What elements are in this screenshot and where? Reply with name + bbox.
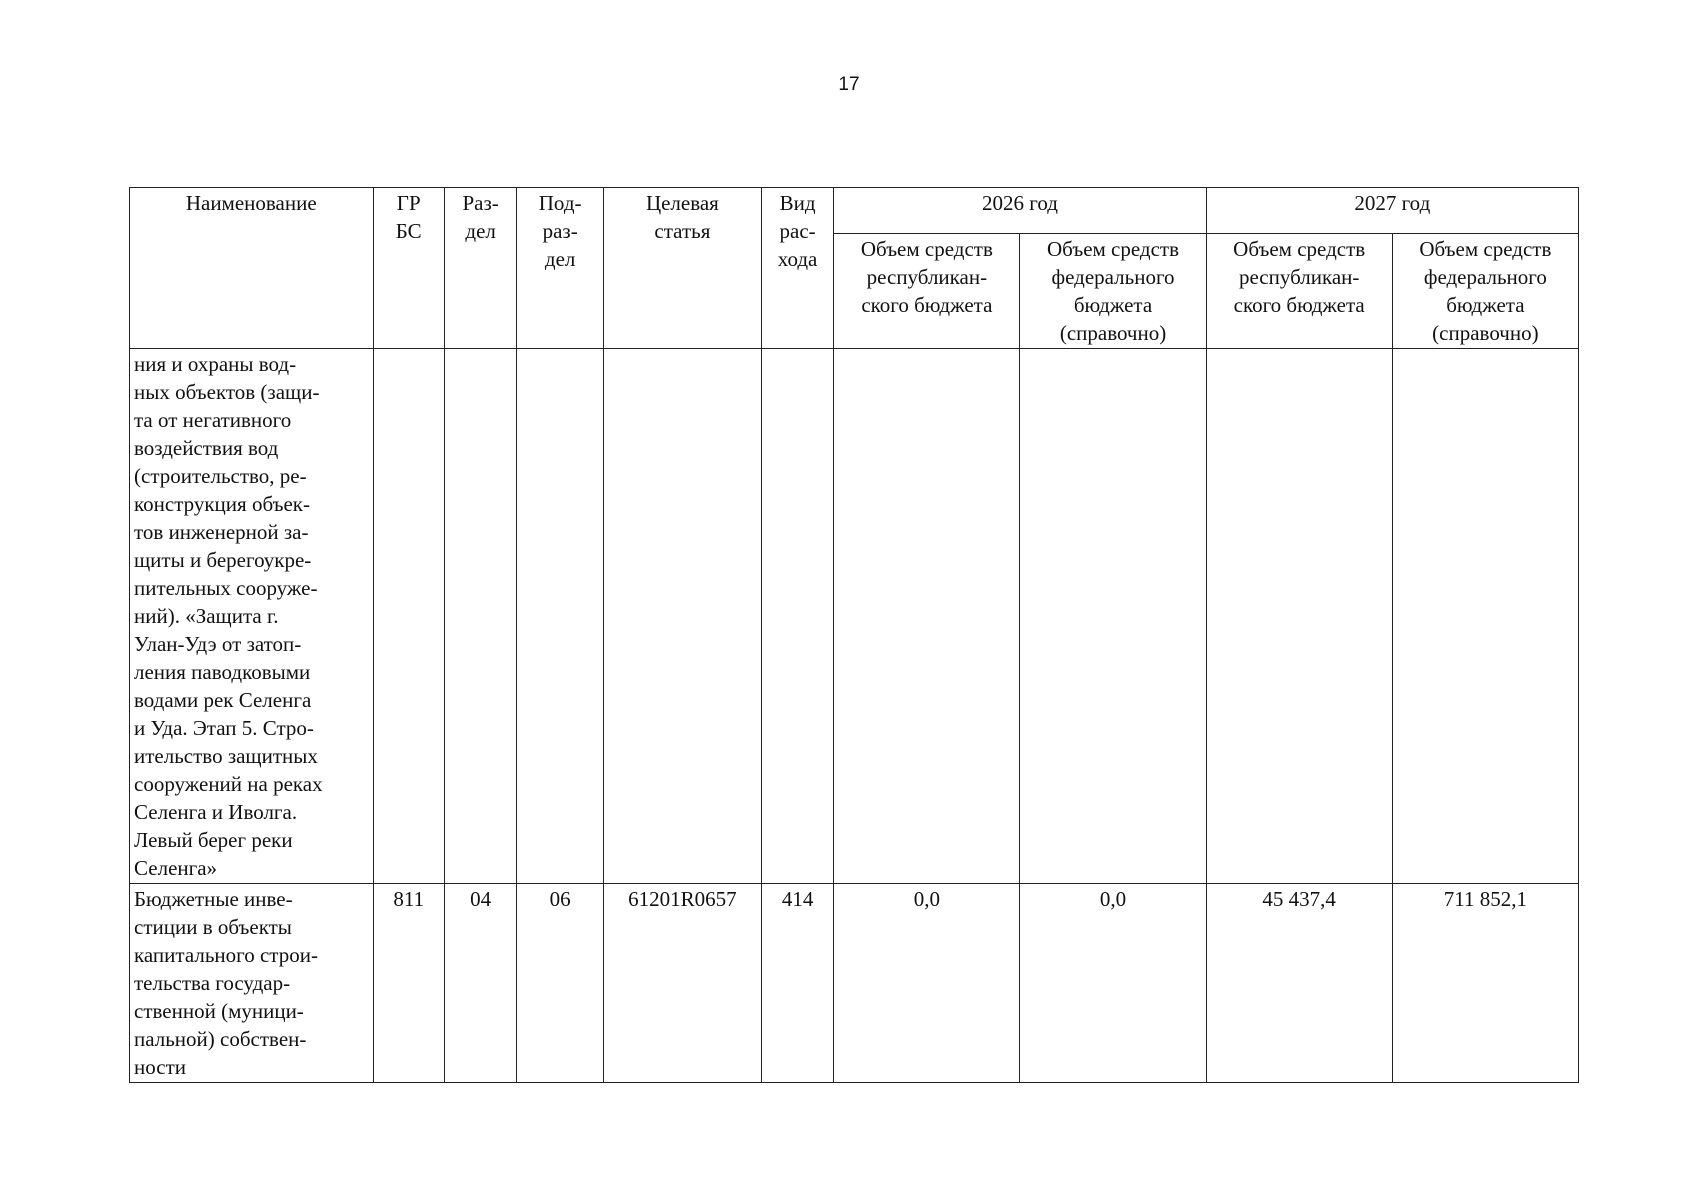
header-fed-budget-2026: Объем средств федерального бюджета (справочно) [1020,234,1206,349]
page-number: 17 [838,74,860,95]
cell-grbs [373,349,444,884]
header-row-top [130,188,1579,234]
cell-name: Бюджетные инве- стиции в объекты капитального строи- тельства государ- ственной (муници- пальной) собствен- ности [130,884,374,1083]
cell-rep-2027: 45 437,4 [1206,884,1392,1083]
cell-target-article [603,349,761,884]
table-row [130,884,1579,1083]
cell-fed-2027: 711 852,1 [1392,884,1578,1083]
header-target-article: Целевая статья [603,188,761,349]
header-subsection: Под- раз- дел [517,188,604,349]
cell-target-article: 61201R0657 [603,884,761,1083]
header-section: Раз- дел [444,188,516,349]
cell-section: 04 [444,884,516,1083]
cell-rep-2026: 0,0 [834,884,1020,1083]
header-name: Наименование [130,188,374,349]
cell-section [444,349,516,884]
cell-rep-2027 [1206,349,1392,884]
header-grbs: ГР БС [373,188,444,349]
header-rep-budget-2027: Объем средств республикан- ского бюджета [1206,234,1392,349]
cell-subsection: 06 [517,884,604,1083]
header-expense-type: Вид рас- хода [761,188,833,349]
cell-fed-2026 [1020,349,1206,884]
header-rep-budget-2026: Объем средств республикан- ского бюджета [834,234,1020,349]
cell-rep-2026 [834,349,1020,884]
budget-table [129,187,1579,1083]
cell-expense-type [761,349,833,884]
table-row [130,349,1579,884]
header-year-2027: 2027 год [1206,188,1578,234]
header-year-2026: 2026 год [834,188,1206,234]
cell-fed-2027 [1392,349,1578,884]
cell-fed-2026: 0,0 [1020,884,1206,1083]
cell-name: ния и охраны вод- ных объектов (защи- та от негативного воздействия вод (строительство, ре- конструкция объек- тов инженерной за- щиты и берегоукре- пительных сооруже- ний). «Защита г. Улан-Удэ от затоп- ления паводковыми водами рек Селенга и Уда. Этап 5. Стро- ительство защитных сооружений на реках Селенга и Иволга. Левый берег реки Селенга» [130,349,374,884]
header-fed-budget-2027: Объем средств федерального бюджета (справочно) [1392,234,1578,349]
cell-expense-type: 414 [761,884,833,1083]
cell-subsection [517,349,604,884]
cell-grbs: 811 [373,884,444,1083]
